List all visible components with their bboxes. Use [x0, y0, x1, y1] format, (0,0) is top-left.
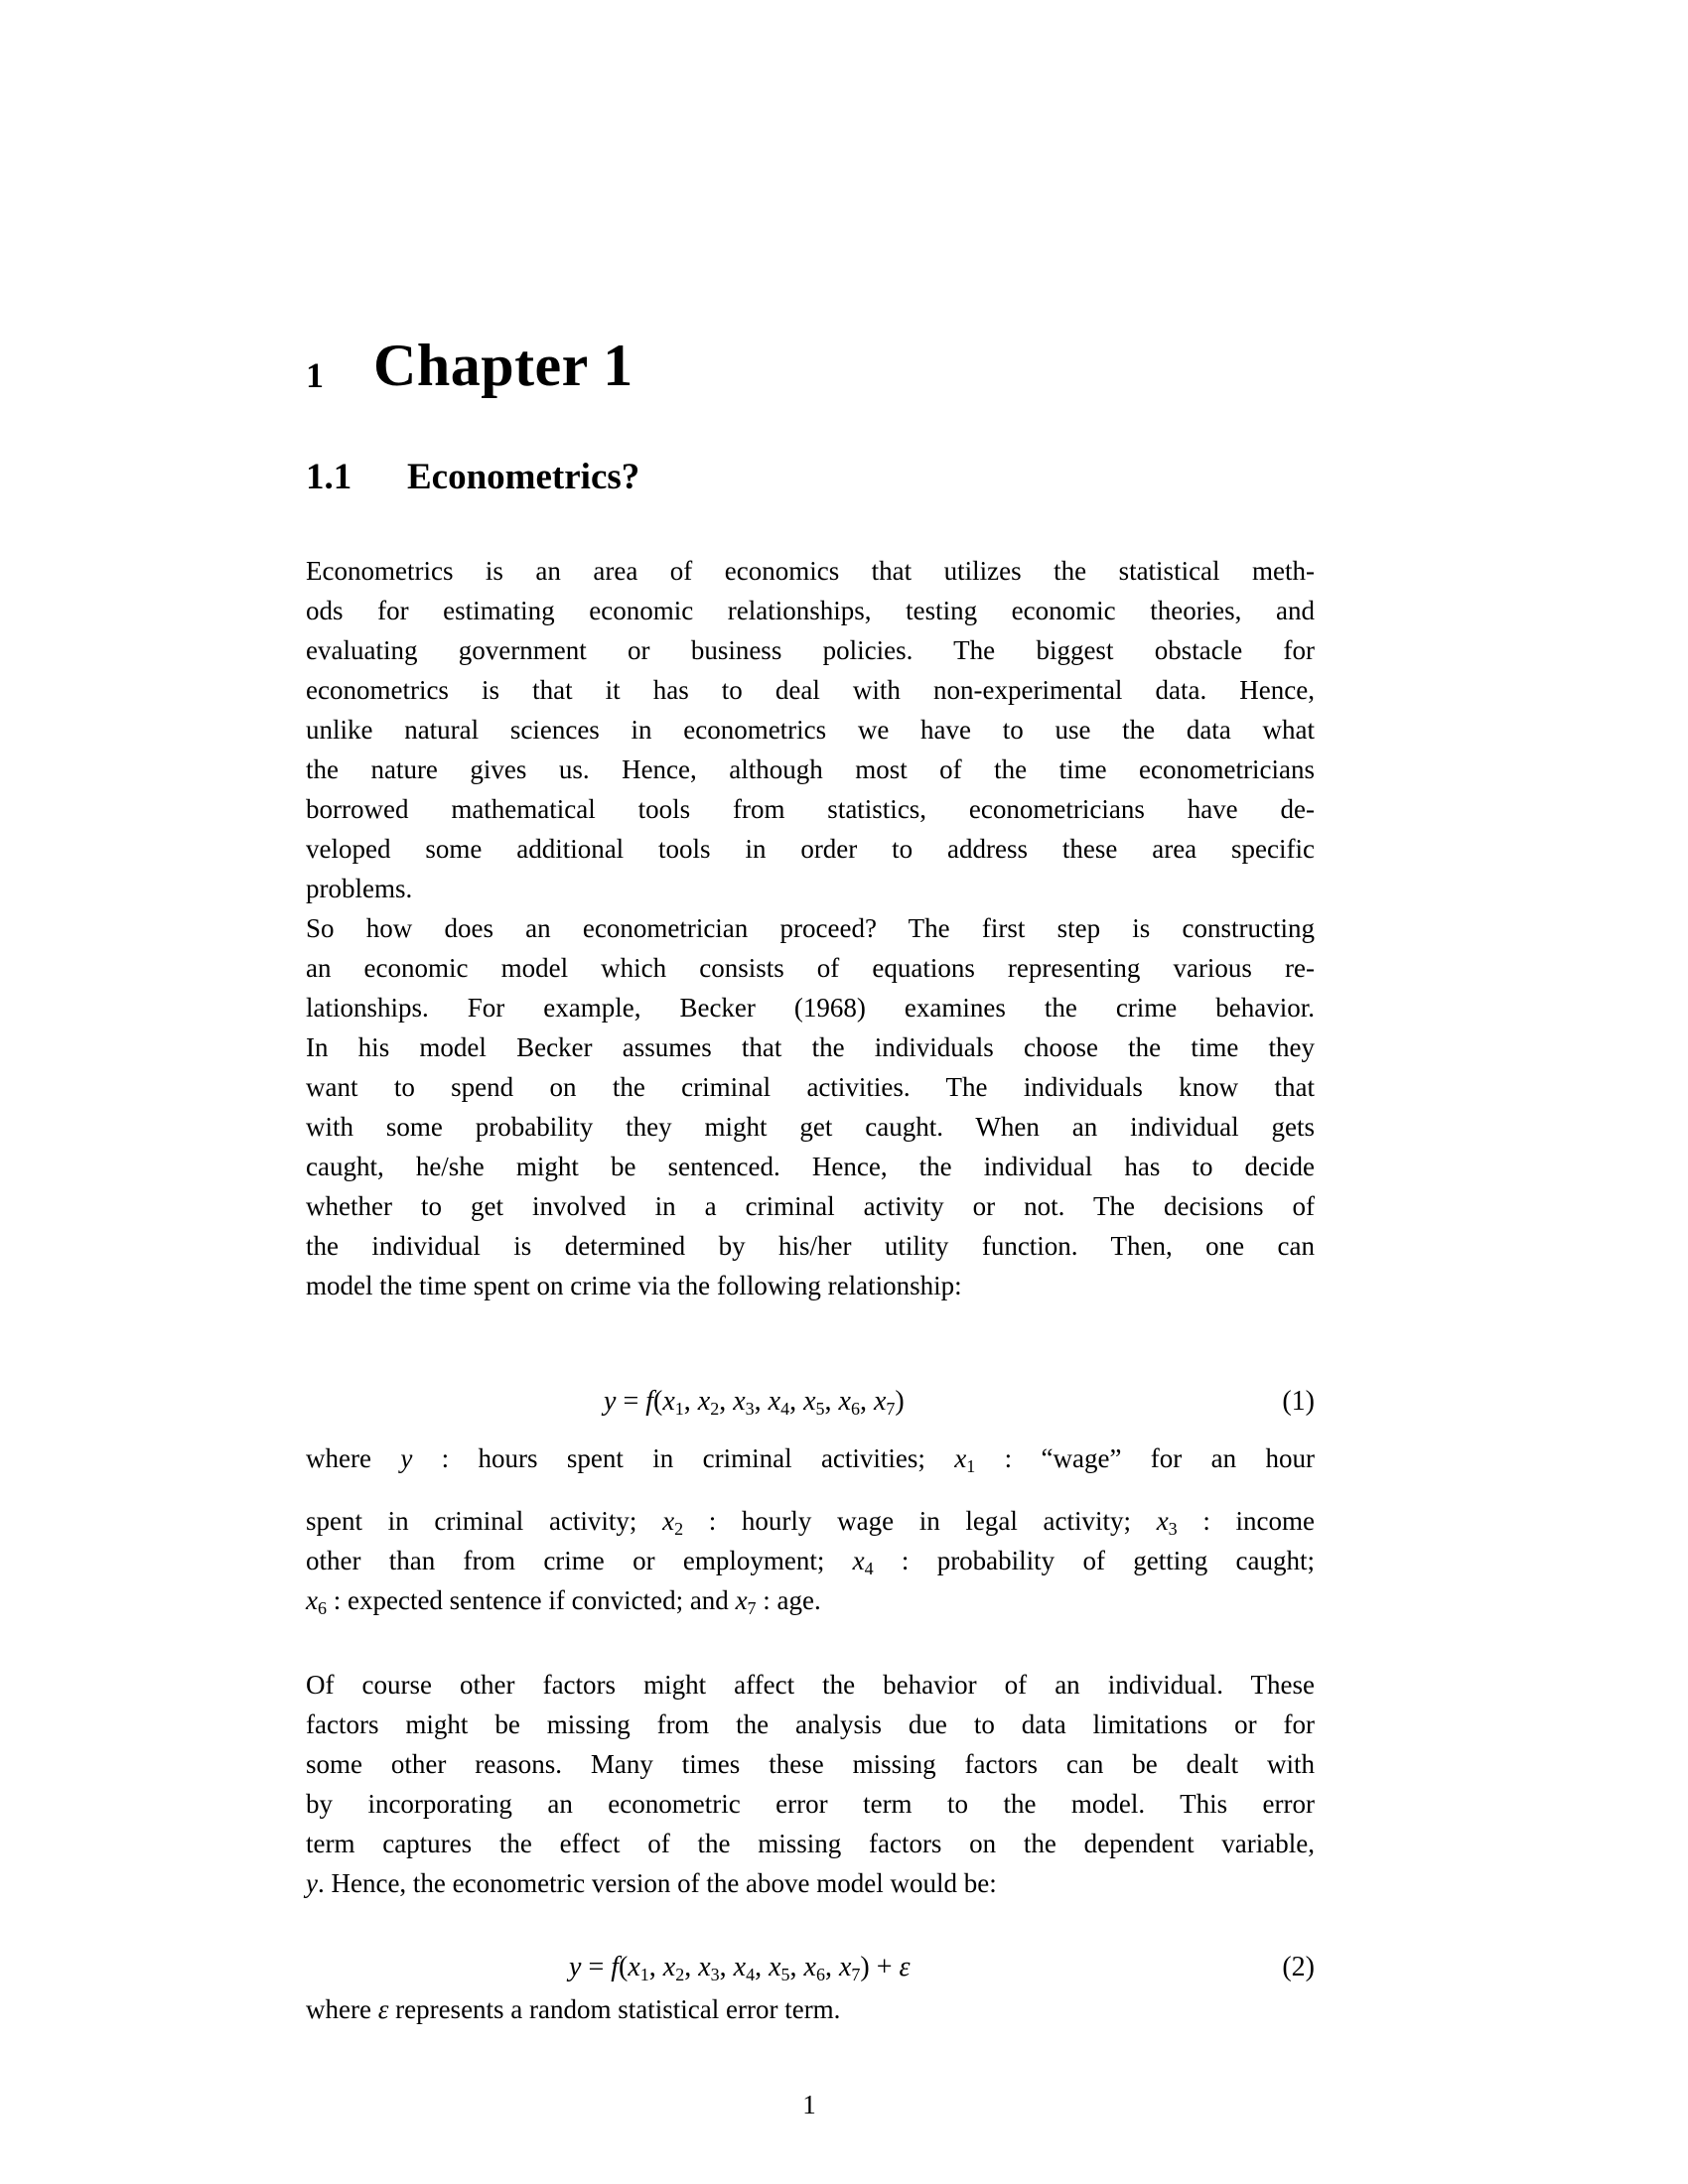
text: where [306, 1443, 401, 1473]
var-x: x [1156, 1506, 1169, 1536]
definitions-line-1 [306, 1443, 1315, 1476]
eq-var: x [838, 1386, 851, 1417]
eq-sub: 2 [675, 1965, 685, 1984]
text: spent in criminal activity; [306, 1506, 663, 1536]
eq-sub: 3 [745, 1399, 755, 1419]
chapter-number: 1 [306, 355, 324, 395]
text-line: So how does an econometrician proceed? The first step is constructing [306, 913, 1315, 943]
var-x: x [306, 1585, 318, 1615]
text: . Hence, the econometric version of the above model would be: [317, 1868, 997, 1898]
eq-comma: , [648, 1952, 663, 1982]
var-x: x [852, 1546, 865, 1575]
eq-var: x [769, 1952, 781, 1982]
eq-error-term: ε [899, 1952, 911, 1982]
var-sub: 3 [1168, 1519, 1178, 1539]
eq-comma: , [684, 1952, 699, 1982]
eq-equals: = [616, 1386, 646, 1417]
var-sub: 7 [747, 1598, 757, 1618]
eq-sub: 1 [639, 1965, 649, 1984]
text-line: want to spend on the criminal activities. The individuals know that [306, 1072, 1315, 1102]
eq-func: f [611, 1952, 620, 1982]
text-line: problems. [306, 874, 413, 903]
equation-2 [569, 1953, 911, 1982]
eq-var: x [733, 1386, 746, 1417]
eq-sub: 6 [815, 1965, 825, 1984]
eq-var: x [628, 1952, 640, 1982]
text-line: with some probability they might get caught. When an individual gets [306, 1112, 1315, 1142]
text: : hourly wage in legal activity; [683, 1506, 1157, 1536]
eq-comma: , [824, 1386, 839, 1417]
eq-var: x [662, 1386, 675, 1417]
text-line: term captures the effect of the missing factors on the dependent variable, [306, 1829, 1315, 1858]
eq-func: f [645, 1386, 654, 1417]
eq-paren: ( [653, 1386, 663, 1417]
eq-plus: + [869, 1952, 900, 1982]
equation-2-label: (2) [1282, 1952, 1315, 1982]
text-line: an economic model which consists of equations representing various re- [306, 953, 1315, 983]
text: : expected sentence if convicted; and [326, 1585, 736, 1615]
equation-1-label: (1) [1282, 1386, 1315, 1417]
var-x: x [662, 1506, 675, 1536]
eq-var: x [768, 1386, 781, 1417]
section-number: 1.1 [306, 457, 352, 497]
text: : income [1177, 1506, 1315, 1536]
text-line: evaluating government or business policies. The biggest obstacle for [306, 635, 1315, 665]
section-title: Econometrics? [407, 457, 640, 497]
eq-var: x [803, 1952, 816, 1982]
eq-sub: 1 [674, 1399, 684, 1419]
eq-comma: , [719, 1386, 734, 1417]
text-line: the nature gives us. Hence, although most of the time econometricians [306, 754, 1315, 784]
eq-sub: 2 [710, 1399, 720, 1419]
text-line: ods for estimating economic relationships, testing economic theories, and [306, 596, 1315, 625]
eq-var: x [873, 1386, 887, 1417]
eq-var: x [662, 1952, 676, 1982]
var-x: x [954, 1443, 967, 1473]
page-number: 1 [802, 2090, 816, 2119]
text-line [306, 1868, 1315, 1898]
var-sub: 4 [864, 1559, 874, 1578]
eq-var: x [697, 1386, 711, 1417]
text-line: Of course other factors might affect the behavior of an individual. These [306, 1670, 1315, 1700]
eq-comma: , [789, 1386, 804, 1417]
eq-sub: 7 [886, 1399, 896, 1419]
eq-sub: 7 [851, 1965, 861, 1984]
chapter-title: Chapter 1 [373, 333, 633, 398]
text-line: factors might be missing from the analysis due to data limitations or for [306, 1709, 1315, 1739]
eq-comma: , [789, 1952, 804, 1982]
eq-comma: , [754, 1386, 769, 1417]
definitions-line-3 [306, 1546, 1315, 1578]
var-sub: 6 [317, 1598, 327, 1618]
definitions-line-4 [306, 1585, 1315, 1618]
eq-comma: , [719, 1952, 734, 1982]
text: represents a random statistical error term. [388, 1994, 841, 2024]
eq-comma: , [755, 1952, 770, 1982]
text: : probability of getting caught; [873, 1546, 1315, 1575]
text-line: Econometrics is an area of economics that utilizes the statistical meth- [306, 556, 1315, 586]
text-line: some other reasons. Many times these missing factors can be dealt with [306, 1749, 1315, 1779]
eq-sub: 6 [850, 1399, 860, 1419]
text-line: the individual is determined by his/her utility function. Then, one can [306, 1231, 1315, 1261]
eq-var: x [733, 1952, 747, 1982]
equation-1 [604, 1387, 905, 1417]
var-y: y [400, 1443, 413, 1473]
eq-lhs: y [604, 1386, 617, 1417]
eq-paren: ) [860, 1952, 870, 1982]
text: : age. [756, 1585, 821, 1615]
text: : hours spent in criminal activities; [412, 1443, 955, 1473]
text-line: econometrics is that it has to deal with non-experimental data. Hence, [306, 675, 1315, 705]
text-line: by incorporating an econometric error term to the model. This error [306, 1789, 1315, 1819]
text-line: lationships. For example, Becker (1968) examines the crime behavior. [306, 993, 1315, 1023]
text-line: veloped some additional tools in order to address these area specific [306, 834, 1315, 864]
eq-var: x [698, 1952, 711, 1982]
text: : “wage” for an hour [975, 1443, 1315, 1473]
eq-comma: , [824, 1952, 839, 1982]
eq-comma: , [859, 1386, 874, 1417]
var-sub: 2 [674, 1519, 684, 1539]
eq-lhs: y [569, 1952, 582, 1982]
eq-equals: = [581, 1952, 612, 1982]
text-line: caught, he/she might be sentenced. Hence, the individual has to decide [306, 1152, 1315, 1181]
eq-paren: ) [895, 1386, 905, 1417]
text-line: unlike natural sciences in econometrics we have to use the data what [306, 715, 1315, 745]
var-sub: 1 [966, 1456, 976, 1476]
text-line: borrowed mathematical tools from statistics, econometricians have de- [306, 794, 1315, 824]
eq-sub: 5 [815, 1399, 825, 1419]
eq-sub: 4 [780, 1399, 790, 1419]
var-x: x [735, 1585, 748, 1615]
eq-sub: 4 [746, 1965, 756, 1984]
closing-line [306, 1994, 1315, 2024]
eq-sub: 3 [710, 1965, 720, 1984]
text-line: whether to get involved in a criminal activity or not. The decisions of [306, 1191, 1315, 1221]
eq-var: x [838, 1952, 852, 1982]
definitions-line-2 [306, 1506, 1315, 1539]
eq-sub: 5 [780, 1965, 790, 1984]
var-y: y [306, 1868, 318, 1898]
eq-var: x [803, 1386, 816, 1417]
var-epsilon: ε [377, 1994, 389, 2024]
eq-comma: , [683, 1386, 698, 1417]
text: other than from crime or employment; [306, 1546, 853, 1575]
text-line: model the time spent on crime via the following relationship: [306, 1271, 962, 1300]
text: where [306, 1994, 378, 2024]
text-line: In his model Becker assumes that the individuals choose the time they [306, 1032, 1315, 1062]
eq-paren: ( [619, 1952, 629, 1982]
